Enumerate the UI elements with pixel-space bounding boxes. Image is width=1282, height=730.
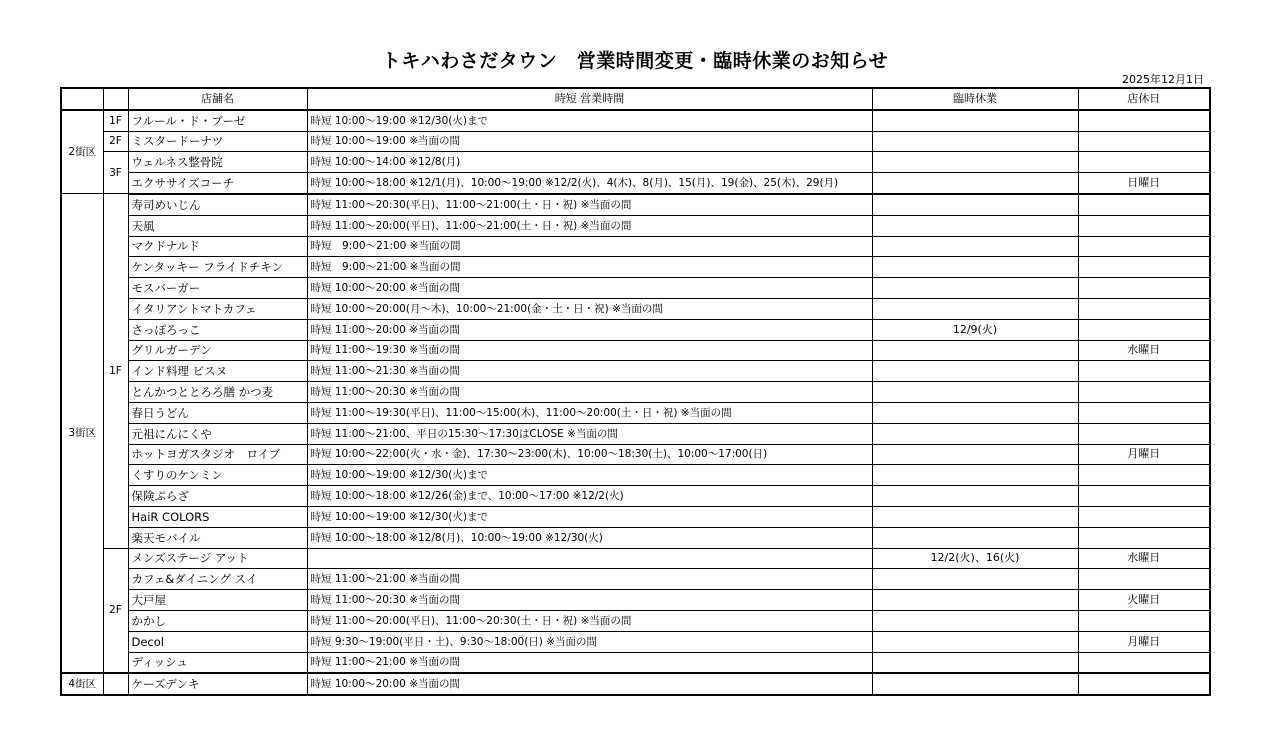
hours-cell: 時短 10:00～22:00(火・水・金)、17:30～23:00(木)、10:00～18:30(土)、10:00～17:00(日) — [307, 444, 872, 465]
store-name: とんかつととろろ膳 かつ麦 — [128, 382, 307, 403]
closure-cell — [872, 423, 1078, 444]
closure-cell — [872, 152, 1078, 173]
table-row — [61, 590, 1210, 611]
store-name: 楽天モバイル — [128, 527, 307, 548]
holiday-cell: 水曜日 — [1078, 548, 1210, 569]
table-row — [61, 110, 1210, 131]
hours-cell: 時短 11:00～20:30 ※当面の間 — [307, 382, 872, 403]
store-name: 寿司めいじん — [128, 194, 307, 215]
store-name: メンズステージ アット — [128, 548, 307, 569]
floor-cell: 1F — [103, 110, 128, 131]
holiday-cell — [1078, 382, 1210, 403]
table-row — [61, 402, 1210, 423]
hours-cell: 時短 10:00～18:00 ※12/8(月)、10:00～19:00 ※12/30(火) — [307, 527, 872, 548]
hours-cell: 時短 11:00～20:00 ※当面の間 — [307, 319, 872, 340]
table-row — [61, 423, 1210, 444]
closure-cell — [872, 173, 1078, 194]
header-store: 店舗名 — [128, 88, 307, 110]
store-name: Decol — [128, 631, 307, 652]
closure-cell: 12/2(火)、16(火) — [872, 548, 1078, 569]
holiday-cell: 日曜日 — [1078, 173, 1210, 194]
table-row — [61, 257, 1210, 278]
table-row — [61, 548, 1210, 569]
store-name: ホットヨガスタジオ ロイブ — [128, 444, 307, 465]
store-name: ケンタッキー フライドチキン — [128, 257, 307, 278]
holiday-cell: 火曜日 — [1078, 590, 1210, 611]
store-name: さっぽろっこ — [128, 319, 307, 340]
holiday-cell: 月曜日 — [1078, 631, 1210, 652]
table-row — [61, 236, 1210, 257]
closure-cell — [872, 402, 1078, 423]
hours-cell: 時短 11:00～20:30 ※当面の間 — [307, 590, 872, 611]
table-row — [61, 673, 1210, 695]
table-row — [61, 610, 1210, 631]
store-name: カフェ&ダイニング スイ — [128, 569, 307, 590]
holiday-cell — [1078, 506, 1210, 527]
table-row — [61, 194, 1210, 215]
store-name: 春日うどん — [128, 402, 307, 423]
hours-cell: 時短 11:00～19:30 ※当面の間 — [307, 340, 872, 361]
table-row — [61, 506, 1210, 527]
holiday-cell — [1078, 361, 1210, 382]
store-name: インド料理 ビスヌ — [128, 361, 307, 382]
holiday-cell — [1078, 278, 1210, 299]
store-name: ディッシュ — [128, 652, 307, 673]
holiday-cell — [1078, 194, 1210, 215]
table-row — [61, 631, 1210, 652]
header-floor — [103, 88, 128, 110]
holiday-cell — [1078, 215, 1210, 236]
holiday-cell — [1078, 298, 1210, 319]
holiday-cell — [1078, 110, 1210, 131]
header-regular-holiday: 店休日 — [1078, 88, 1210, 110]
hours-cell: 時短 9:30～19:00(平日・土)、9:30～18:00(日) ※当面の間 — [307, 631, 872, 652]
closure-cell — [872, 610, 1078, 631]
hours-cell: 時短 11:00～19:30(平日)、11:00～15:00(木)、11:00～20:00(土・日・祝) ※当面の間 — [307, 402, 872, 423]
holiday-cell — [1078, 569, 1210, 590]
table-row — [61, 173, 1210, 194]
holiday-cell — [1078, 465, 1210, 486]
hours-cell: 時短 9:00～21:00 ※当面の間 — [307, 257, 872, 278]
holiday-cell — [1078, 257, 1210, 278]
closure-cell — [872, 527, 1078, 548]
notice-date: 2025年12月1日 — [1122, 73, 1204, 86]
district-cell: 3街区 — [61, 194, 103, 673]
store-name: 大戸屋 — [128, 590, 307, 611]
store-name: 保険ぷらざ — [128, 486, 307, 507]
hours-cell: 時短 11:00～20:30(平日)、11:00～21:00(土・日・祝) ※当面の間 — [307, 194, 872, 215]
header-district — [61, 88, 103, 110]
holiday-cell — [1078, 236, 1210, 257]
closure-cell — [872, 465, 1078, 486]
store-name: フルール・ド・ブーゼ — [128, 110, 307, 131]
table-row — [61, 298, 1210, 319]
closure-cell — [872, 506, 1078, 527]
hours-cell: 時短 11:00～21:30 ※当面の間 — [307, 361, 872, 382]
hours-cell — [307, 548, 872, 569]
closure-cell — [872, 486, 1078, 507]
floor-cell: 3F — [103, 152, 128, 194]
closure-cell — [872, 590, 1078, 611]
closure-cell — [872, 131, 1078, 152]
store-name: グリルガーデン — [128, 340, 307, 361]
closure-cell — [872, 257, 1078, 278]
hours-cell: 時短 10:00～18:00 ※12/1(月)、10:00～19:00 ※12/2(火)、4(木)、8(月)、15(月)、19(金)、25(木)、29(月) — [307, 173, 872, 194]
closure-cell — [872, 652, 1078, 673]
table-row — [61, 444, 1210, 465]
table-row — [61, 486, 1210, 507]
floor-cell: 2F — [103, 548, 128, 673]
store-name: くすりのケンミン — [128, 465, 307, 486]
table-row — [61, 278, 1210, 299]
header-temp-closure: 臨時休業 — [872, 88, 1078, 110]
hours-cell: 時短 10:00～14:00 ※12/8(月) — [307, 152, 872, 173]
store-name: ミスタードーナツ — [128, 131, 307, 152]
holiday-cell — [1078, 402, 1210, 423]
table-row — [61, 361, 1210, 382]
holiday-cell: 水曜日 — [1078, 340, 1210, 361]
table-row — [61, 382, 1210, 403]
store-name: 元祖にんにくや — [128, 423, 307, 444]
closure-cell — [872, 215, 1078, 236]
closure-cell: 12/9(火) — [872, 319, 1078, 340]
holiday-cell — [1078, 652, 1210, 673]
closure-cell — [872, 194, 1078, 215]
floor-cell: 2F — [103, 131, 128, 152]
closure-cell — [872, 382, 1078, 403]
holiday-cell: 月曜日 — [1078, 444, 1210, 465]
holiday-cell — [1078, 319, 1210, 340]
hours-cell: 時短 10:00～20:00 ※当面の間 — [307, 673, 872, 695]
holiday-cell — [1078, 152, 1210, 173]
hours-cell: 時短 10:00～19:00 ※12/30(火)まで — [307, 465, 872, 486]
closure-cell — [872, 631, 1078, 652]
table-row — [61, 652, 1210, 673]
closure-cell — [872, 444, 1078, 465]
hours-cell: 時短 10:00～20:00 ※当面の間 — [307, 278, 872, 299]
store-name: ケーズデンキ — [128, 673, 307, 695]
district-cell: 4街区 — [61, 673, 103, 695]
store-name: 天風 — [128, 215, 307, 236]
hours-cell: 時短 11:00～20:00(平日)、11:00～21:00(土・日・祝) ※当面の間 — [307, 215, 872, 236]
holiday-cell — [1078, 486, 1210, 507]
closure-cell — [872, 236, 1078, 257]
hours-cell: 時短 11:00～21:00、平日の15:30～17:30はCLOSE ※当面の間 — [307, 423, 872, 444]
hours-cell: 時短 10:00～20:00(月～木)、10:00～21:00(金・土・日・祝) ※当面の間 — [307, 298, 872, 319]
hours-cell: 時短 10:00～19:00 ※12/30(火)まで — [307, 110, 872, 131]
store-name: HaiR COLORS — [128, 506, 307, 527]
hours-cell: 時短 10:00～18:00 ※12/26(金)まで、10:00～17:00 ※12/2(火) — [307, 486, 872, 507]
closure-cell — [872, 110, 1078, 131]
holiday-cell — [1078, 131, 1210, 152]
store-name: モスバーガー — [128, 278, 307, 299]
table-row — [61, 319, 1210, 340]
hours-table — [60, 87, 1211, 696]
hours-cell: 時短 9:00～21:00 ※当面の間 — [307, 236, 872, 257]
closure-cell — [872, 340, 1078, 361]
hours-cell: 時短 10:00～19:00 ※12/30(火)まで — [307, 506, 872, 527]
closure-cell — [872, 298, 1078, 319]
table-row — [61, 152, 1210, 173]
closure-cell — [872, 278, 1078, 299]
hours-cell: 時短 11:00～20:00(平日)、11:00～20:30(土・日・祝) ※当面の間 — [307, 610, 872, 631]
hours-cell: 時短 11:00～21:00 ※当面の間 — [307, 569, 872, 590]
table-row — [61, 569, 1210, 590]
holiday-cell — [1078, 673, 1210, 695]
store-name: エクササイズコーチ — [128, 173, 307, 194]
closure-cell — [872, 569, 1078, 590]
holiday-cell — [1078, 610, 1210, 631]
district-cell: 2街区 — [61, 110, 103, 194]
header-hours: 時短 営業時間 — [307, 88, 872, 110]
store-name: かかし — [128, 610, 307, 631]
table-row — [61, 465, 1210, 486]
closure-cell — [872, 673, 1078, 695]
holiday-cell — [1078, 527, 1210, 548]
store-name: イタリアントマトカフェ — [128, 298, 307, 319]
floor-cell — [103, 673, 128, 695]
store-name: マクドナルド — [128, 236, 307, 257]
table-header-row — [61, 88, 1210, 110]
hours-cell: 時短 10:00～19:00 ※当面の間 — [307, 131, 872, 152]
floor-cell: 1F — [103, 194, 128, 548]
table-row — [61, 215, 1210, 236]
page-title: トキハわさだタウン 営業時間変更・臨時休業のお知らせ — [381, 50, 889, 72]
table-row — [61, 527, 1210, 548]
hours-cell: 時短 11:00～21:00 ※当面の間 — [307, 652, 872, 673]
table-row — [61, 131, 1210, 152]
holiday-cell — [1078, 423, 1210, 444]
closure-cell — [872, 361, 1078, 382]
store-name: ウェルネス整骨院 — [128, 152, 307, 173]
table-row — [61, 340, 1210, 361]
